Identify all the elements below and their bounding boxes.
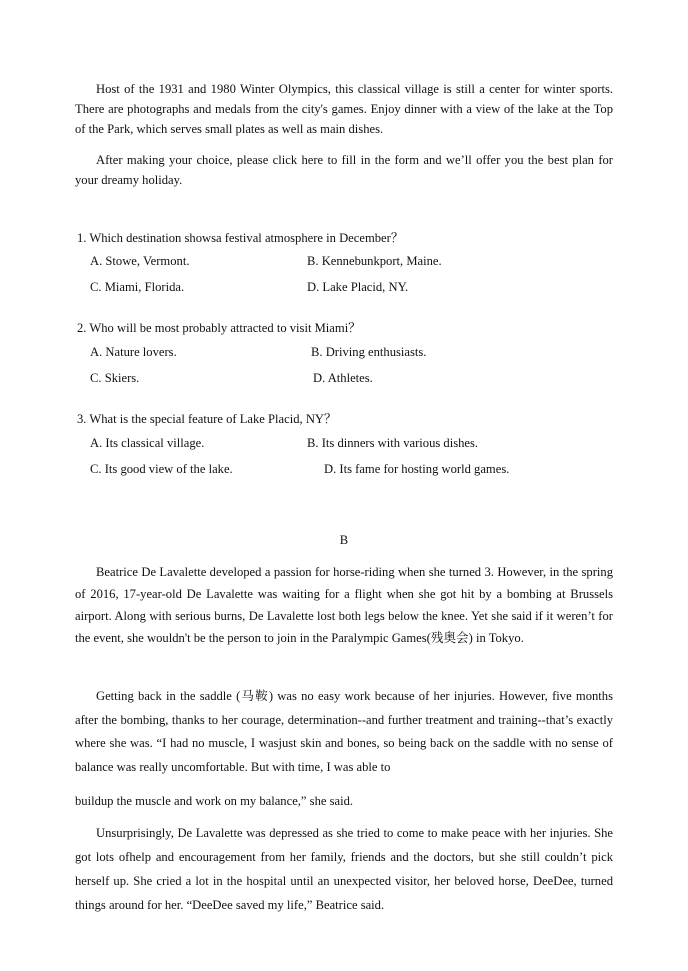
intro-paragraph-2: After making your choice, please click here to fill in the form and we’ll offer you the best plan for your dreamy holiday. <box>75 153 613 187</box>
question-3-option-d: D. Its fame for hosting world games. <box>324 462 510 476</box>
section-b-paragraph-1: Beatrice De Lavalette developed a passion for horse-riding when she turned 3. However, in the spring of 2016, 17-year-old De Lavalette was waiting for a flight when she got hit by a bombing at Brussels airport. Along with serious burns, De Lavalette lost both legs below the knee. Yet she said if it weren’t for the event, she wouldn't be the person to join in the Paralympic Games(残奥会) in Tokyo. <box>75 565 613 645</box>
section-b-paragraph-3: Unsurprisingly, De Lavalette was depressed as she tried to come to make peace with her injuries. She got lots ofhelp and encouragement from her family, friends and the doctors, but she still couldn’t pick herself up. She cried a lot in the hospital until an unexpected visitor, her beloved horse, DeeDee, turned things around for her. “DeeDee saved my life,” Beatrice said. <box>75 826 613 912</box>
intro-paragraph-1: Host of the 1931 and 1980 Winter Olympics, this classical village is still a center for winter sports. There are photographs and medals from the city's games. Enjoy dinner with a view of the lake at the Top of the Park, which serves small plates as well as main dishes. <box>75 82 613 136</box>
section-b-paragraph-2-end: buildup the muscle and work on my balance,” she said. <box>75 794 354 808</box>
question-2-option-a: A. Nature lovers. <box>90 345 177 359</box>
question-2-option-c: C. Skiers. <box>90 371 140 385</box>
question-1-option-d: D. Lake Placid, NY. <box>307 280 409 294</box>
question-1-stem: 1. Which destination showsa festival atmosphere in December？ <box>77 231 404 245</box>
question-2-option-b: B. Driving enthusiasts. <box>311 345 427 359</box>
question-1-option-c: C. Miami, Florida. <box>90 280 185 294</box>
question-3-option-b: B. Its dinners with various dishes. <box>307 436 479 450</box>
question-3-option-c: C. Its good view of the lake. <box>90 462 233 476</box>
question-3-stem: 3. What is the special feature of Lake Placid, NY？ <box>77 412 337 426</box>
question-2-stem: 2. Who will be most probably attracted to visit Miami？ <box>77 321 361 335</box>
section-b-heading: B <box>339 533 349 547</box>
question-3-option-a: A. Its classical village. <box>90 436 205 450</box>
question-1-option-b: B. Kennebunkport, Maine. <box>307 254 442 268</box>
question-2-option-d: D. Athletes. <box>313 371 373 385</box>
section-b-paragraph-2: Getting back in the saddle (马鞍) was no easy work because of her injuries. However, five months after the bombing, thanks to her courage, determination--and further treatment and training--that’s exactly where she was. “I had no muscle, I wasjust skin and bones, so being back on the saddle with no sense of balance was really uncomfortable. But with time, I was able to <box>75 689 613 774</box>
question-1-option-a: A. Stowe, Vermont. <box>90 254 190 268</box>
